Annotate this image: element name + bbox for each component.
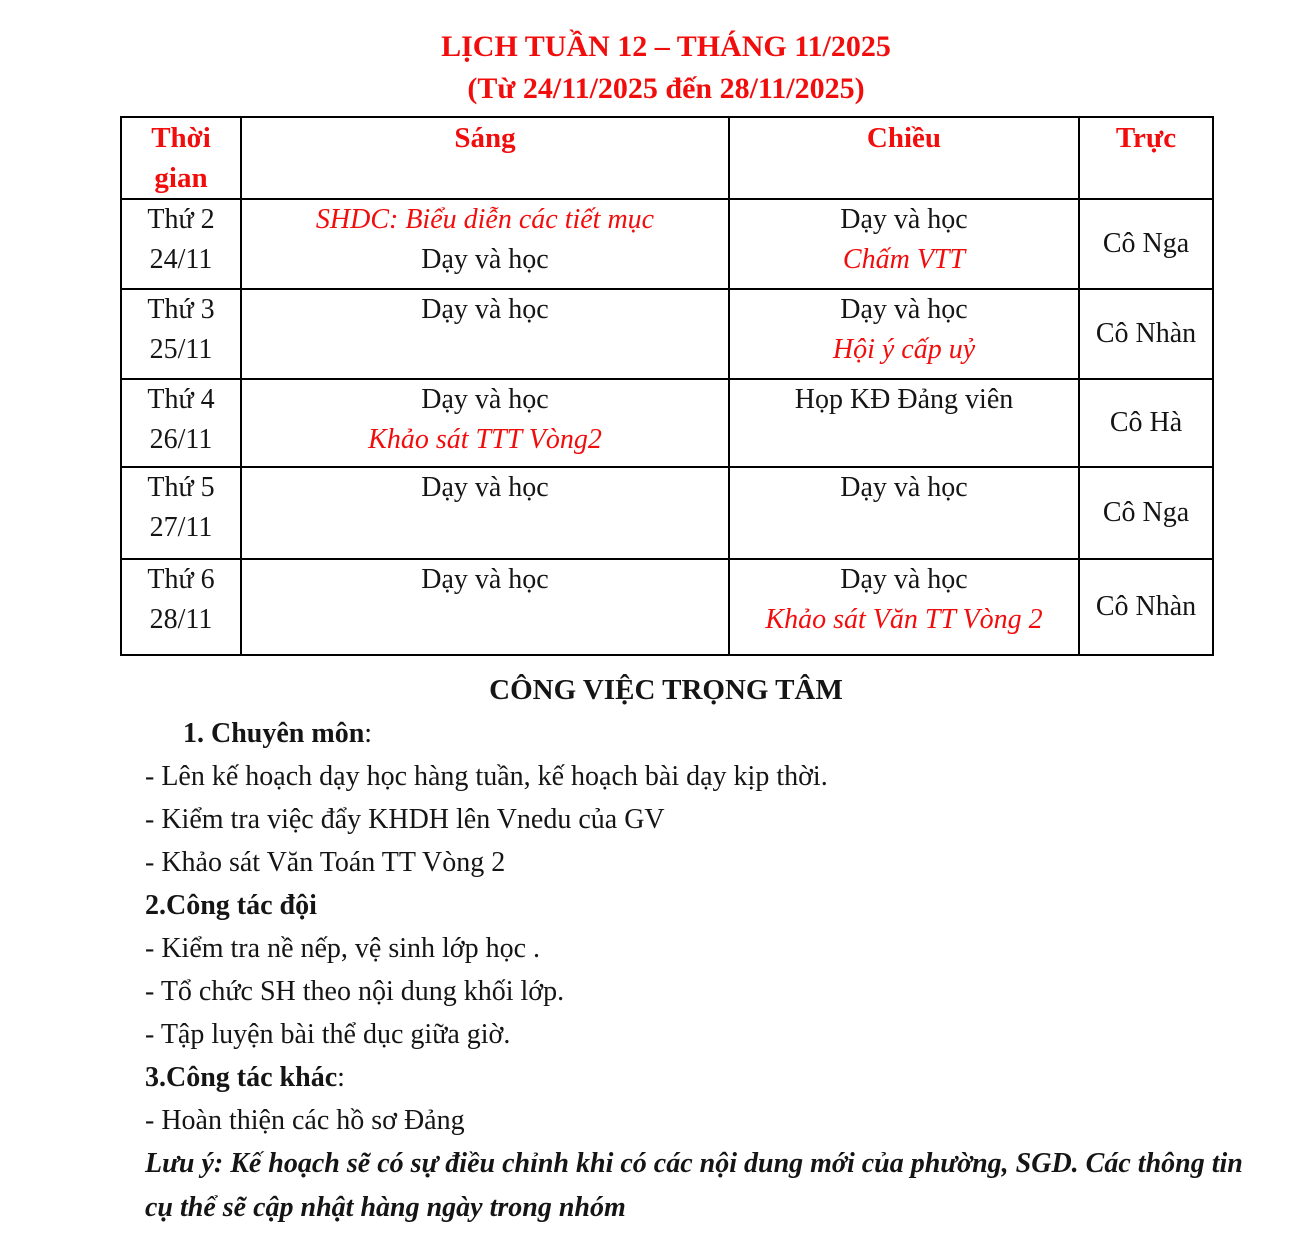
duty-cell: Cô Nhàn	[1079, 289, 1213, 379]
date-label: 26/11	[149, 424, 213, 455]
schedule-table	[120, 116, 1214, 656]
event-text: Dạy và học	[421, 244, 549, 275]
day-cell	[121, 289, 241, 379]
header-thoi-gian: Thời gian	[121, 117, 241, 199]
event-highlight: SHDC: Biểu diễn các tiết mục	[315, 204, 655, 235]
date-label: 27/11	[149, 512, 213, 543]
morning-cell	[241, 467, 729, 559]
event-text: Dạy và học	[840, 564, 968, 595]
day-cell	[121, 559, 241, 655]
event-highlight: Khảo sát TTT Vòng2	[368, 424, 602, 455]
section-title-row	[145, 1056, 1267, 1099]
task-section	[145, 884, 1267, 1056]
schedule-table-body	[121, 199, 1213, 655]
table-row	[121, 199, 1213, 289]
task-item: - Kiểm tra việc đẩy KHDH lên Vnedu của GV	[145, 804, 665, 835]
morning-cell	[241, 289, 729, 379]
task-item: - Khảo sát Văn Toán TT Vòng 2	[145, 847, 506, 878]
event-text: Dạy và học	[840, 294, 968, 325]
table-row	[121, 379, 1213, 467]
task-section	[145, 1056, 1267, 1142]
title-line-1: LỊCH TUẦN 12 – THÁNG 11/2025	[441, 30, 891, 63]
event-highlight: Chấm VTT	[842, 244, 966, 275]
day-cell	[121, 379, 241, 467]
schedule-table-header	[121, 117, 1213, 199]
event-highlight: Khảo sát Văn TT Vòng 2	[765, 604, 1043, 635]
event-text: Dạy và học	[421, 564, 549, 595]
section-title: 3.Công tác khác	[145, 1062, 338, 1093]
event-text: Dạy và học	[421, 472, 549, 503]
tasks-heading: CÔNG VIỆC TRỌNG TÂM	[489, 674, 843, 706]
section-title: 2.Công tác đội	[145, 890, 317, 921]
task-item: - Kiểm tra nề nếp, vệ sinh lớp học .	[145, 933, 541, 964]
day-label: Thứ 6	[147, 564, 215, 595]
section-title: 1. Chuyên môn	[183, 718, 365, 749]
morning-cell	[241, 559, 729, 655]
section-title-row	[145, 884, 1267, 927]
event-text: Dạy và học	[840, 472, 968, 503]
date-label: 25/11	[149, 334, 213, 365]
header-sang: Sáng	[241, 117, 729, 199]
tasks-body	[145, 712, 1267, 1230]
afternoon-cell	[729, 379, 1079, 467]
date-label: 24/11	[149, 244, 213, 275]
day-cell	[121, 467, 241, 559]
day-label: Thứ 2	[147, 204, 215, 235]
afternoon-cell	[729, 467, 1079, 559]
event-highlight: Hội ý cấp uỷ	[832, 334, 976, 365]
task-item: - Tổ chức SH theo nội dung khối lớp.	[145, 976, 565, 1007]
morning-cell	[241, 379, 729, 467]
task-section	[145, 712, 1267, 884]
duty-cell: Cô Nga	[1079, 199, 1213, 289]
duty-cell: Cô Nga	[1079, 467, 1213, 559]
tasks-sections	[145, 712, 1267, 1142]
afternoon-cell	[729, 559, 1079, 655]
section-colon: :	[364, 718, 373, 749]
day-label: Thứ 4	[147, 384, 215, 415]
document-title	[120, 26, 1212, 110]
note-text: Lưu ý: Kế hoạch sẽ có sự điều chỉnh khi có các nội dung mới của phường, SGD. Các thông tin cụ thể sẽ cập nhật hàng ngày trong nhóm	[145, 1148, 1243, 1223]
header-chieu: Chiều	[729, 117, 1079, 199]
duty-cell: Cô Nhàn	[1079, 559, 1213, 655]
header-row	[121, 117, 1213, 199]
task-item: - Lên kế hoạch dạy học hàng tuần, kế hoạch bài dạy kịp thời.	[145, 761, 828, 792]
task-item: - Hoàn thiện các hồ sơ Đảng	[145, 1105, 465, 1136]
header-truc: Trực	[1079, 117, 1213, 199]
date-label: 28/11	[149, 604, 213, 635]
day-label: Thứ 3	[147, 294, 215, 325]
table-row	[121, 289, 1213, 379]
event-text: Dạy và học	[421, 384, 549, 415]
day-label: Thứ 5	[147, 472, 215, 503]
section-title-row	[145, 712, 1267, 755]
event-text: Họp KĐ Đảng viên	[794, 384, 1014, 415]
day-cell	[121, 199, 241, 289]
duty-cell: Cô Hà	[1079, 379, 1213, 467]
event-text: Dạy và học	[421, 294, 549, 325]
afternoon-cell	[729, 289, 1079, 379]
table-row	[121, 467, 1213, 559]
event-text: Dạy và học	[840, 204, 968, 235]
document-page	[0, 26, 1290, 1255]
title-line-2: (Từ 24/11/2025 đến 28/11/2025)	[467, 72, 865, 105]
task-item: - Tập luyện bài thể dục giữa giờ.	[145, 1019, 511, 1050]
section-colon: :	[337, 1062, 345, 1093]
table-row	[121, 559, 1213, 655]
afternoon-cell	[729, 199, 1079, 289]
morning-cell	[241, 199, 729, 289]
